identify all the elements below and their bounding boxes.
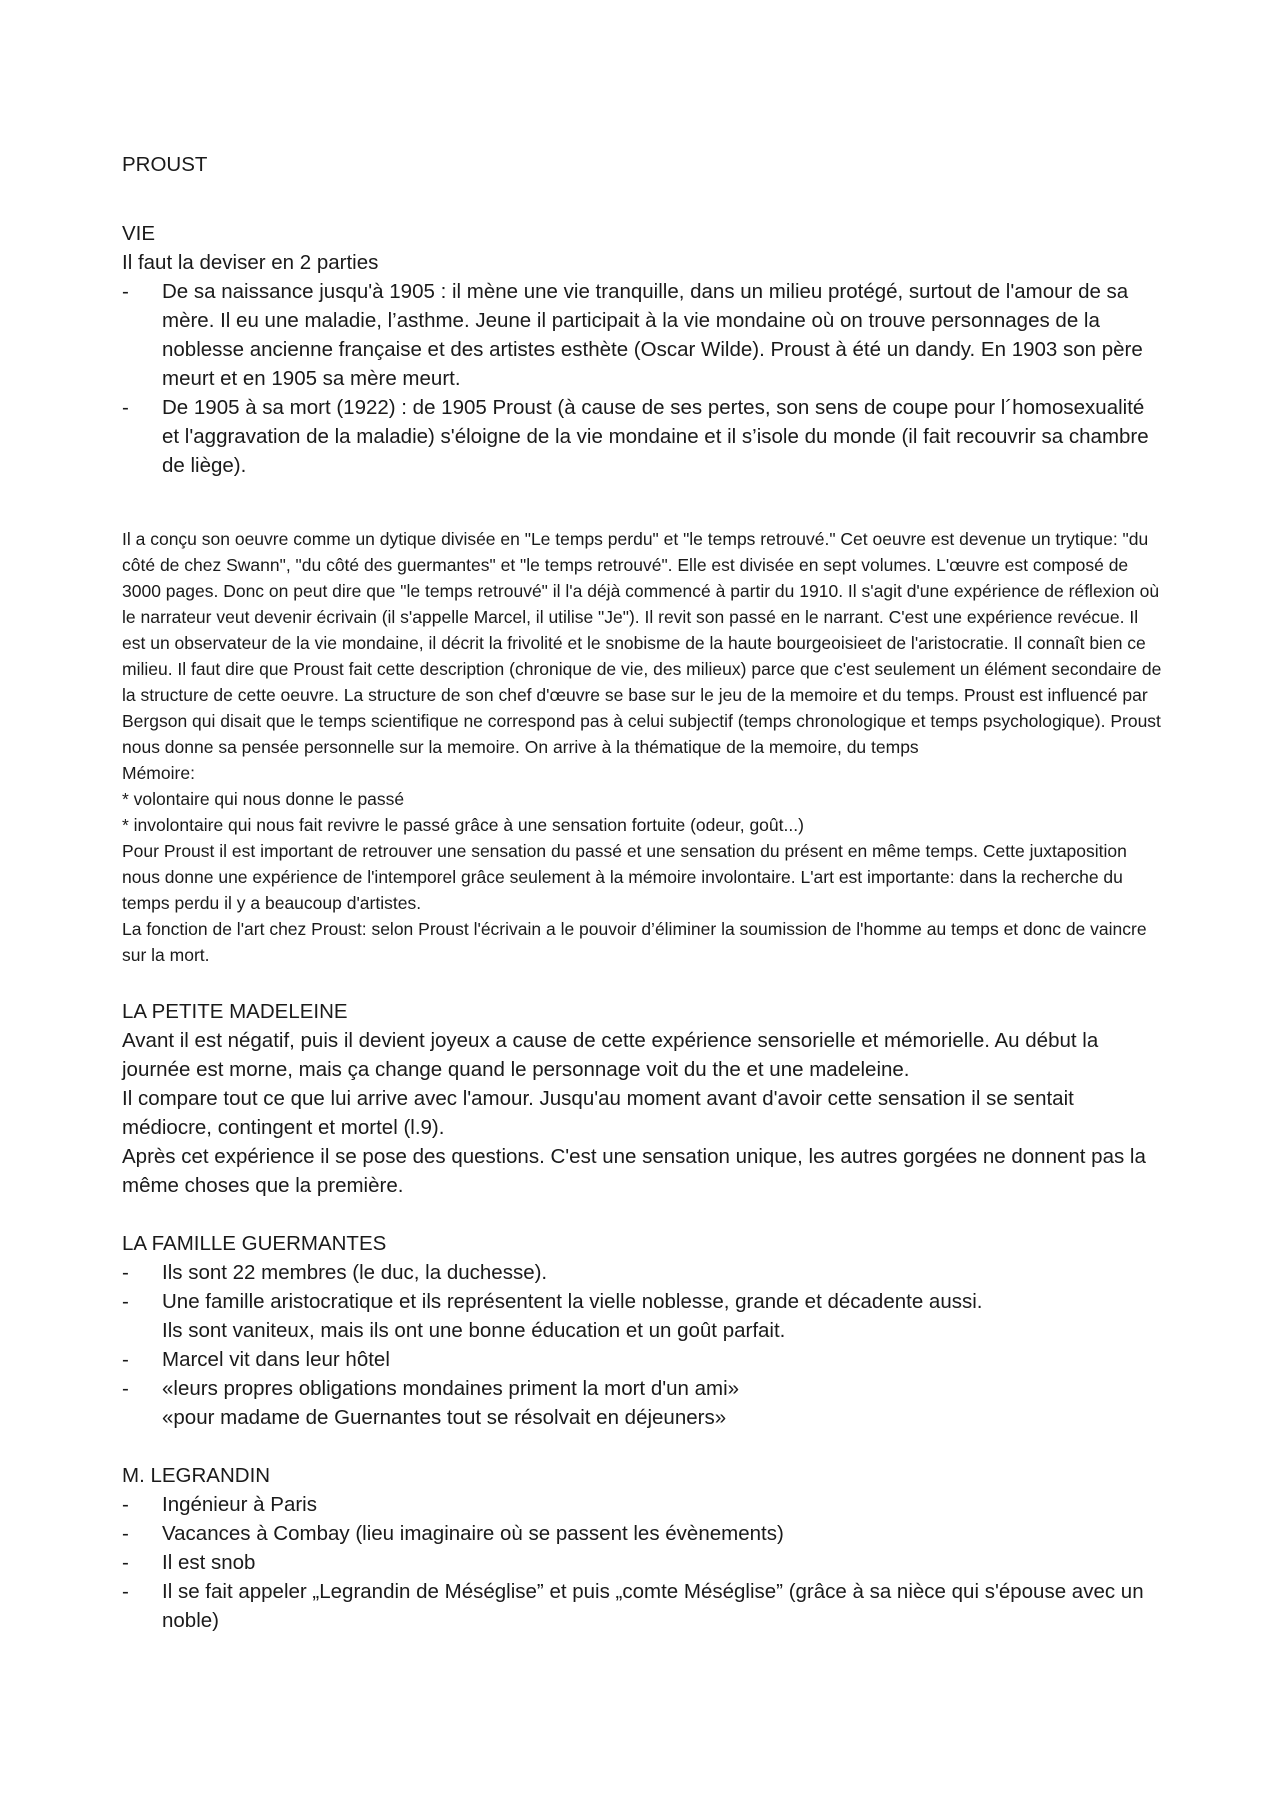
vie-intro: Il faut la deviser en 2 parties bbox=[122, 251, 379, 274]
memoire-label: Mémoire: bbox=[122, 763, 195, 783]
dash-bullet: - bbox=[122, 1580, 129, 1603]
guermantes-list bbox=[122, 1345, 1162, 1403]
section-vie bbox=[122, 219, 1162, 480]
guermantes-item-continuation: «pour madame de Guernantes tout se résolvait en déjeuners» bbox=[162, 1406, 727, 1429]
section-madeleine bbox=[122, 997, 1162, 1200]
list-item: - «leurs propres obligations mondaines priment la mort d'un ami» bbox=[122, 1374, 1162, 1403]
oeuvre-paragraph: Pour Proust il est important de retrouver une sensation du passé et une sensation du présent en même temps. Cette juxtaposition nous donne une expérience de l'intemporel grâce seulement à la mémoire involontaire. L'art est importante: dans la recherche du temps perdu il y a beaucoup d'artistes. bbox=[122, 841, 1127, 913]
dash-bullet: - bbox=[122, 1522, 129, 1545]
list-item: - Marcel vit dans leur hôtel bbox=[122, 1345, 1162, 1374]
guermantes-item-continuation: Ils sont vaniteux, mais ils ont une bonne éducation et un goût parfait. bbox=[162, 1319, 786, 1342]
section-guermantes bbox=[122, 1229, 1162, 1432]
list-item: - Il se fait appeler „Legrandin de Méséglise” et puis „comte Méséglise” (grâce à sa nièce qui s'épouse avec un noble) bbox=[122, 1577, 1162, 1635]
legrandin-list bbox=[122, 1490, 1162, 1635]
dash-bullet: - bbox=[122, 1348, 129, 1371]
list-item: - Une famille aristocratique et ils représentent la vielle noblesse, grande et décadente aussi. bbox=[122, 1287, 1162, 1316]
list-item: - De sa naissance jusqu'à 1905 : il mène une vie tranquille, dans un milieu protégé, surtout de l'amour de sa mère. Il eu une maladie, l’asthme. Jeune il participait à la vie mondaine où on trouve personnages de la noblesse ancienne française et des artistes esthète (Oscar Wilde). Proust à été un dandy. En 1903 son père meurt et en 1905 sa mère meurt. bbox=[122, 277, 1162, 393]
section-heading-madeleine: LA PETITE MADELEINE bbox=[122, 1000, 348, 1023]
section-heading-legrandin: M. LEGRANDIN bbox=[122, 1464, 271, 1487]
dash-bullet: - bbox=[122, 396, 129, 419]
list-item: - Ingénieur à Paris bbox=[122, 1490, 1162, 1519]
madeleine-paragraph: Après cet expérience il se pose des questions. C'est une sensation unique, les autres gorgées ne donnent pas la même choses que la première. bbox=[122, 1145, 1146, 1197]
section-legrandin bbox=[122, 1461, 1162, 1635]
guermantes-list bbox=[122, 1258, 1162, 1316]
document-title: PROUST bbox=[122, 153, 208, 176]
dash-bullet: - bbox=[122, 280, 129, 303]
dash-bullet: - bbox=[122, 1493, 129, 1516]
list-item: - Vacances à Combay (lieu imaginaire où se passent les évènements) bbox=[122, 1519, 1162, 1548]
dash-bullet: - bbox=[122, 1551, 129, 1574]
madeleine-paragraph: Avant il est négatif, puis il devient joyeux a cause de cette expérience sensorielle et mémorielle. Au début la journée est morne, mais ça change quand le personnage voit du the et une madeleine. bbox=[122, 1029, 1099, 1081]
section-oeuvre bbox=[122, 526, 1162, 968]
madeleine-paragraph: Il compare tout ce que lui arrive avec l'amour. Jusqu'au moment avant d'avoir cette sensation il se sentait médiocre, contingent et mortel (l.9). bbox=[122, 1087, 1074, 1139]
document-page bbox=[122, 150, 1162, 1635]
vie-list bbox=[122, 277, 1162, 480]
dash-bullet: - bbox=[122, 1261, 129, 1284]
list-item: - Il est snob bbox=[122, 1548, 1162, 1577]
oeuvre-paragraph: Il a conçu son oeuvre comme un dytique divisée en "Le temps perdu" et "le temps retrouvé." Cet oeuvre est devenue un trytique: "du côté de chez Swann", "du côté des guermantes" et "le temps retrouvé". Elle est divisée en sept volumes. L'œuvre est composé de 3000 pages. Donc on peut dire que "le temps retrouvé" il l'a déjà commencé à partir du 1910. Il s'agit d'une expérience de réflexion où le narrateur veut devenir écrivain (il s'appelle Marcel, il utilise "Je"). Il revit son passé en le narrant. C'est une expérience revécue. Il est un observateur de la vie mondaine, il décrit la frivolité et le snobisme de la haute bourgeoisieet de l'aristocratie. Il connaît bien ce milieu. Il faut dire que Proust fait cette description (chronique de vie, des milieux) parce que c'est seulement un élément secondaire de la structure de cette oeuvre. La structure de son chef d'œuvre se base sur le jeu de la memoire et du temps. Proust est influencé par Bergson qui disait que le temps scientifique ne correspond pas à celui subjectif (temps chronologique et temps psychologique). Proust nous donne sa pensée personnelle sur la memoire. On arrive à la thématique de la memoire, du temps bbox=[122, 529, 1162, 757]
memoire-item-volontaire: * volontaire qui nous donne le passé bbox=[122, 789, 405, 809]
list-item: - Ils sont 22 membres (le duc, la duchesse). bbox=[122, 1258, 1162, 1287]
dash-bullet: - bbox=[122, 1377, 129, 1400]
dash-bullet: - bbox=[122, 1290, 129, 1313]
oeuvre-paragraph: La fonction de l'art chez Proust: selon Proust l'écrivain a le pouvoir d’éliminer la soumission de l'homme au temps et donc de vaincre sur la mort. bbox=[122, 919, 1147, 965]
section-heading-vie: VIE bbox=[122, 222, 156, 245]
list-item: - De 1905 à sa mort (1922) : de 1905 Proust (à cause de ses pertes, son sens de coupe pour l´homosexualité et l'aggravation de la maladie) s'éloigne de la vie mondaine et il s’isole du monde (il fait recouvrir sa chambre de liège). bbox=[122, 393, 1162, 480]
section-heading-guermantes: LA FAMILLE GUERMANTES bbox=[122, 1232, 387, 1255]
memoire-item-involontaire: * involontaire qui nous fait revivre le passé grâce à une sensation fortuite (odeur, goût...) bbox=[122, 815, 804, 835]
